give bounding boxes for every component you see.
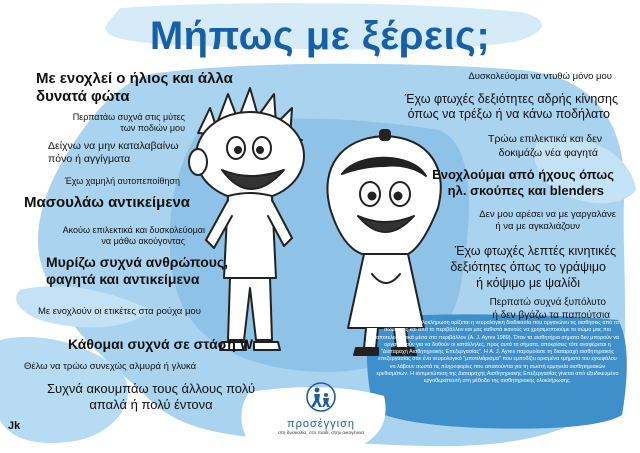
right-item-7-line-2: ή δεν βγάζω τα παπούτσια bbox=[492, 310, 610, 321]
right-item-7-line-1: Περπατώ συχνά ξυπόλυτο bbox=[489, 297, 606, 308]
left-item-5: Μασουλάω αντικείμενα bbox=[24, 194, 191, 211]
left-item-1-line-2: δυνατά φώτα bbox=[36, 88, 130, 105]
right-item-6-line-2: δεξιότητες όπως το γράψιμο bbox=[450, 260, 606, 274]
right-item-3-line-1: Τρώω επιλεκτικά και δεν bbox=[488, 133, 602, 145]
left-item-3-line-1: Δείχνω να μην καταλαβαίνω bbox=[48, 140, 179, 152]
boy-figure bbox=[189, 88, 304, 350]
sensory-integration-info-text: Ως Αισθητηριακή Ολοκλήρωση ορίζεται η νευρολογική διαδικασία που οργανώνει τις αισθήσεις από το σώμα μας και από το περιβάλλον και μας καθιστά ικανούς να χρησιμοποιούμε το σώμα μας πιο αποτελεσματικά μέσα στο περιβάλλον (A. J. Ayres 1989). Όταν τα αισθητήρια σήματα δεν μπορούν να οργανωθούν για να δοθούν οι κατάλληλες, προς αυτά τα σήματα, αποκρίσεις τότε αναφέρεται η "Διαταραχή Αισθητηριακής Επεξεργασίας". Η A. J. Ayres παρομοίασε τη διαταραχή αισθητηριακής επεξεργασίας σαν ένα νευρολογικό "μποτιλιάρισμα" που εμποδίζει ορισμένα τμήματα του εγκεφάλου να λάβουν σωστά τις πληροφορίες που απαιτούνται για τη σωστή ερμηνεία αισθητηριακών ερεθισμάτων. Η αντιμετώπιση της Διαταραχής Αισθητηριακής Επεξεργασίας γίνεται από εξειδικευμένο εργοθεραπευτή στη μέθοδο της αισθητηριακής ολοκλήρωσης. bbox=[375, 320, 620, 385]
left-item-10: Θέλω να τρώω συνεχώς αλμυρά ή γλυκά bbox=[24, 361, 197, 372]
left-item-9: Κάθομαι συχνά σε στάση W bbox=[68, 336, 253, 352]
left-item-8: Με ενοχλούν οι ετικέτες στα ρούχα μου bbox=[38, 306, 201, 317]
left-item-11-line-1: Συχνά ακουμπάω τους άλλους πολύ bbox=[46, 381, 256, 396]
left-item-11-line-2: απαλά ή πολύ έντονα bbox=[89, 397, 213, 412]
left-item-2-line-2: των ποδιών μου bbox=[120, 123, 185, 133]
proseggisi-logo bbox=[276, 382, 366, 436]
left-item-7-line-1: Μυρίζω συχνά ανθρώπους, bbox=[46, 254, 229, 270]
poster-title: Μήπως με ξέρεις; bbox=[149, 14, 491, 58]
left-item-2-line-1: Περπατάω συχνά στις μύτες bbox=[72, 112, 185, 122]
right-item-6-line-3: ή κόψιμο με ψαλίδι bbox=[476, 276, 580, 290]
right-item-5-line-1: Δεν μου αρέσει να με γαργαλάνε bbox=[479, 209, 616, 220]
left-item-7-line-2: φαγητά και αντικείμενα bbox=[46, 271, 200, 287]
right-item-3-line-2: δοκιμάζω νέα φαγητά bbox=[498, 147, 598, 159]
left-item-4: Έχω χαμηλή αυτοπεποίθηση bbox=[64, 176, 180, 186]
left-item-3-line-2: πόνο ή αγγίγματα bbox=[48, 153, 131, 165]
right-item-4-line-1: Ενοχλούμαι από ήχους όπως bbox=[432, 167, 614, 182]
left-item-1-line-1: Με ενοχλεί ο ήλιος και άλλα bbox=[36, 70, 233, 87]
family-logo-icon bbox=[306, 382, 336, 412]
right-item-1: Δυσκολεύομαι να ντυθώ μόνο μου bbox=[468, 71, 612, 82]
logo-name: προσέγγιση bbox=[286, 418, 355, 430]
left-item-6-line-1: Ακούω επιλεκτικά και δυσκολεύομαι bbox=[62, 225, 205, 235]
right-item-5-line-2: ή να με αγκαλιάζουν bbox=[495, 221, 580, 232]
right-item-2-line-1: Έχω φτωχές δεξιότητες αδρής κίνησης bbox=[404, 92, 618, 106]
artist-signature: Jk bbox=[8, 420, 21, 432]
right-item-6-line-1: Έχω φτωχές λεπτές κινητικές bbox=[454, 244, 616, 258]
logo-tagline: στη δυσκολία, στο παιδί, στην οικογένεια bbox=[277, 431, 365, 436]
left-item-6-line-2: να μάθω ακούγοντας bbox=[101, 236, 185, 246]
right-item-2-line-2: όπως να τρέξω ή να κάνω ποδήλατο bbox=[407, 107, 610, 121]
right-item-4-line-2: ηλ. σκούπες και blenders bbox=[447, 183, 604, 198]
